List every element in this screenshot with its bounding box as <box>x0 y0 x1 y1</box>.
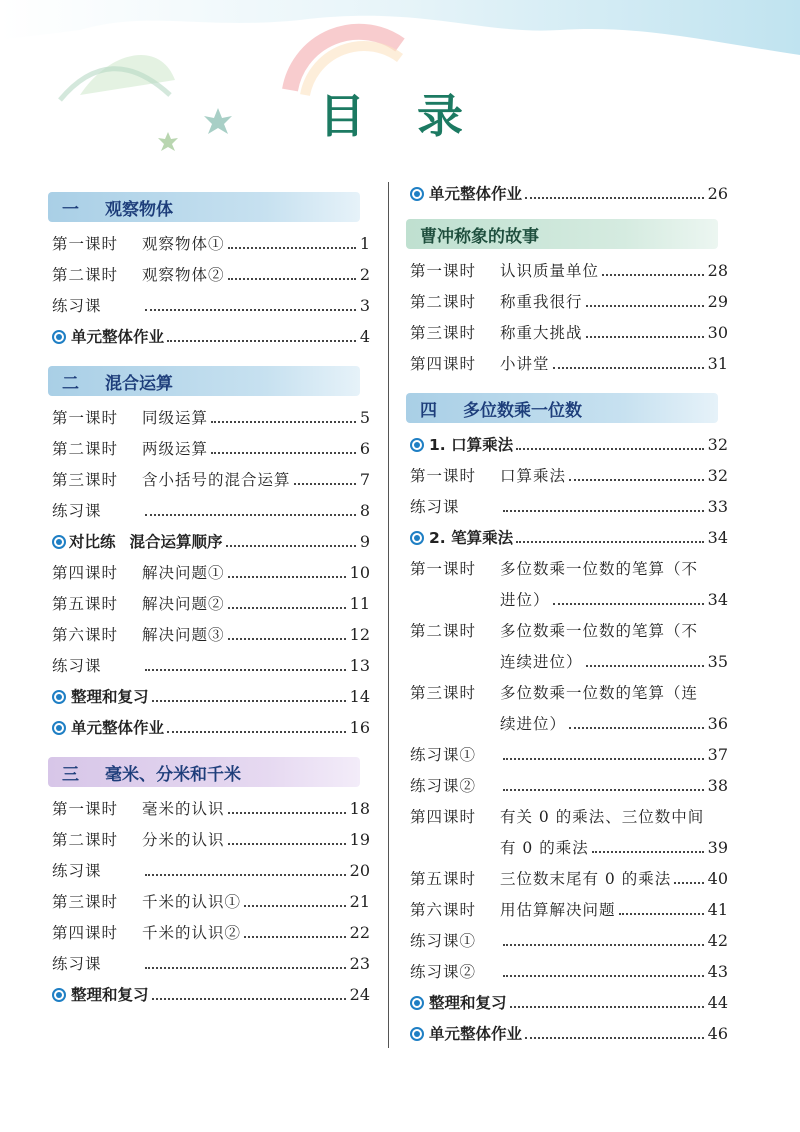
toc-entry[interactable] <box>410 495 728 526</box>
leader-dots <box>145 967 346 969</box>
entry-page: 31 <box>707 354 728 373</box>
leader-dots <box>553 603 704 605</box>
entry-title: 小讲堂 <box>500 355 550 373</box>
leader-dots <box>145 669 346 671</box>
entry-title: 整理和复习 <box>71 986 149 1004</box>
entry-title: 单元整体作业 <box>71 328 165 346</box>
entry-page: 23 <box>349 954 370 973</box>
entry-label: 第一课时 <box>52 409 119 427</box>
entry-page: 24 <box>349 985 370 1004</box>
unit-title: 多位数乘一位数 <box>463 400 582 421</box>
entry-label: 第一课时 <box>52 235 119 253</box>
entry-label: 第一课时 <box>52 800 119 818</box>
entry-page: 4 <box>359 327 370 346</box>
leader-dots <box>211 421 356 423</box>
entry-title: 整理和复习 <box>71 688 149 706</box>
toc-entry[interactable] <box>52 406 370 437</box>
entry-label: 第三课时 <box>410 324 477 342</box>
toc-entry-multiline[interactable] <box>410 681 728 743</box>
toc-entry[interactable] <box>52 859 370 890</box>
leader-dots <box>516 448 704 450</box>
entry-label: 第四课时 <box>410 355 477 373</box>
entry-page: 29 <box>707 292 728 311</box>
entry-title: 两级运算 <box>142 440 209 458</box>
unit-header-3[interactable] <box>48 757 360 787</box>
entry-title-cont: 连续进位） <box>500 653 583 671</box>
leader-dots <box>294 483 356 485</box>
entry-label: 第二课时 <box>410 622 477 640</box>
entry-label: 练习课① <box>410 746 477 764</box>
entry-title: 口算乘法 <box>500 467 567 485</box>
entry-label: 练习课 <box>52 502 102 520</box>
entry-label: 第二课时 <box>410 293 477 311</box>
toc-entry[interactable] <box>410 259 728 290</box>
bullet-icon <box>52 986 69 1004</box>
entry-label: 第六课时 <box>52 626 119 644</box>
entry-page: 44 <box>707 993 728 1012</box>
entry-title: 有关 0 的乘法、三位数中间 <box>500 808 705 826</box>
bullet-icon <box>410 185 427 203</box>
entry-page: 3 <box>359 296 370 315</box>
leader-dots <box>228 812 346 814</box>
entry-label: 第四课时 <box>410 808 477 826</box>
leader-dots <box>228 576 346 578</box>
toc-entry[interactable] <box>410 743 728 774</box>
entry-page: 42 <box>707 931 728 950</box>
toc-entry[interactable] <box>52 437 370 468</box>
bullet-icon <box>410 1025 427 1043</box>
toc-entry[interactable] <box>52 561 370 592</box>
entry-page: 9 <box>359 532 370 551</box>
leader-dots <box>525 197 704 199</box>
entry-title: 混合运算顺序 <box>129 533 223 551</box>
entry-title-cont: 续进位） <box>500 715 567 733</box>
entry-title: 千米的认识② <box>142 924 242 942</box>
entry-page: 40 <box>707 869 728 888</box>
toc-entry[interactable] <box>52 797 370 828</box>
leader-dots <box>167 340 356 342</box>
leader-dots <box>152 700 346 702</box>
entry-label: 练习课 <box>52 297 102 315</box>
entry-page: 43 <box>707 962 728 981</box>
entry-page: 18 <box>349 799 370 818</box>
toc-entry-multiline[interactable] <box>410 557 728 619</box>
entry-label: 第一课时 <box>410 560 477 578</box>
leader-dots <box>145 309 356 311</box>
unit-title: 曹冲称象的故事 <box>420 226 539 247</box>
entry-title: 含小括号的混合运算 <box>142 471 291 489</box>
entry-title: 用估算解决问题 <box>500 901 616 919</box>
entry-label: 第三课时 <box>52 893 119 911</box>
entry-page: 32 <box>707 466 728 485</box>
leader-dots <box>553 367 704 369</box>
unit-number: 三 <box>62 764 79 785</box>
leader-dots <box>619 913 704 915</box>
entry-title: 整理和复习 <box>429 994 507 1012</box>
entry-page: 12 <box>349 625 370 644</box>
leader-dots <box>586 665 704 667</box>
toc-entry[interactable] <box>410 898 728 929</box>
leader-dots <box>525 1037 704 1039</box>
entry-title: 称重大挑战 <box>500 324 583 342</box>
entry-page: 6 <box>359 439 370 458</box>
entry-page: 1 <box>359 234 370 253</box>
leader-dots <box>152 998 346 1000</box>
toc-entry[interactable] <box>410 774 728 805</box>
toc-entry-compare[interactable] <box>52 530 370 561</box>
bullet-icon <box>52 535 66 549</box>
toc-entry[interactable] <box>52 921 370 952</box>
entry-label: 对比练 <box>52 530 116 552</box>
page-title: 目 录 <box>318 89 481 143</box>
bullet-icon <box>410 994 427 1012</box>
entry-title: 认识质量单位 <box>500 262 600 280</box>
entry-page: 2 <box>359 265 370 284</box>
leader-dots <box>503 758 704 760</box>
unit-title: 毫米、分米和千米 <box>105 764 241 785</box>
leader-dots <box>602 274 704 276</box>
leader-dots <box>228 607 346 609</box>
entry-title: 单元整体作业 <box>71 719 165 737</box>
leader-dots <box>228 843 346 845</box>
leader-dots <box>244 905 346 907</box>
entry-page: 34 <box>707 590 728 609</box>
leader-dots <box>145 514 356 516</box>
entry-title-cont: 进位） <box>500 591 550 609</box>
leader-dots <box>145 874 346 876</box>
toc-entry[interactable] <box>410 929 728 960</box>
entry-label: 第五课时 <box>410 870 477 888</box>
unit-header-1[interactable] <box>48 192 360 222</box>
unit-number: 一 <box>62 199 79 220</box>
unit-title: 混合运算 <box>105 373 173 394</box>
bullet-icon <box>52 688 69 706</box>
entry-page: 21 <box>349 892 370 911</box>
toc-entry[interactable] <box>52 232 370 263</box>
toc-entry-summary[interactable] <box>410 182 728 213</box>
leader-dots <box>228 278 356 280</box>
entry-title: 同级运算 <box>142 409 209 427</box>
entry-label: 第五课时 <box>52 595 119 613</box>
toc-entry-multiline[interactable] <box>410 619 728 681</box>
entry-page: 30 <box>707 323 728 342</box>
leader-dots <box>586 305 704 307</box>
entry-page: 35 <box>707 652 728 671</box>
toc-entry[interactable] <box>52 952 370 983</box>
entry-page: 7 <box>359 470 370 489</box>
entry-page: 20 <box>349 861 370 880</box>
toc-entry-section[interactable] <box>410 526 728 557</box>
leader-dots <box>510 1006 704 1008</box>
toc-entry[interactable] <box>52 890 370 921</box>
toc-entry-summary[interactable] <box>410 1022 728 1053</box>
leader-dots <box>226 545 356 547</box>
entry-page: 11 <box>349 594 370 613</box>
leader-dots <box>569 727 704 729</box>
entry-label: 第二课时 <box>52 831 119 849</box>
column-divider <box>388 182 389 1048</box>
unit-header-2[interactable] <box>48 366 360 396</box>
toc-entry[interactable] <box>52 654 370 685</box>
entry-label: 练习课① <box>410 932 477 950</box>
unit-header-story[interactable] <box>406 219 718 249</box>
entry-label: 练习课 <box>52 862 102 880</box>
entry-title: 毫米的认识 <box>142 800 225 818</box>
toc-entry[interactable] <box>52 828 370 859</box>
entry-label: 第一课时 <box>410 262 477 280</box>
unit-number: 四 <box>420 400 437 421</box>
entry-page: 19 <box>349 830 370 849</box>
leader-dots <box>503 944 704 946</box>
leader-dots <box>228 247 356 249</box>
toc-entry-review[interactable] <box>52 685 370 716</box>
entry-page: 39 <box>707 838 728 857</box>
entry-page: 33 <box>707 497 728 516</box>
entry-page: 22 <box>349 923 370 942</box>
entry-label: 练习课 <box>52 657 102 675</box>
toc-entry-summary[interactable] <box>52 716 370 747</box>
entry-label: 第四课时 <box>52 924 119 942</box>
entry-label: 第一课时 <box>410 467 477 485</box>
leader-dots <box>244 936 346 938</box>
entry-title: 多位数乘一位数的笔算（不 <box>500 560 699 578</box>
entry-title: 三位数末尾有 0 的乘法 <box>500 870 672 888</box>
entry-page: 46 <box>707 1024 728 1043</box>
toc-entry[interactable] <box>52 592 370 623</box>
entry-page: 28 <box>707 261 728 280</box>
entry-label: 练习课② <box>410 777 477 795</box>
entry-page: 37 <box>707 745 728 764</box>
entry-page: 10 <box>349 563 370 582</box>
entry-title: 千米的认识① <box>142 893 242 911</box>
toc-right-column <box>410 182 728 1053</box>
entry-title: 观察物体② <box>142 266 225 284</box>
entry-title: 称重我很行 <box>500 293 583 311</box>
entry-title: 单元整体作业 <box>429 1025 523 1043</box>
toc-entry[interactable] <box>52 468 370 499</box>
toc-entry-review[interactable] <box>410 991 728 1022</box>
leader-dots <box>516 541 704 543</box>
entry-page: 5 <box>359 408 370 427</box>
entry-title-cont: 有 0 的乘法 <box>500 839 589 857</box>
toc-entry-review[interactable] <box>52 983 370 1014</box>
toc-entry[interactable] <box>52 499 370 530</box>
entry-title: 2. 笔算乘法 <box>429 529 514 547</box>
entry-page: 26 <box>707 184 728 203</box>
toc-entry[interactable] <box>410 321 728 352</box>
entry-label: 第六课时 <box>410 901 477 919</box>
toc-entry[interactable] <box>410 867 728 898</box>
entry-page: 32 <box>707 435 728 454</box>
entry-label: 第二课时 <box>52 266 119 284</box>
leader-dots <box>503 789 704 791</box>
entry-label: 第三课时 <box>410 684 477 702</box>
toc-entry-summary[interactable] <box>52 325 370 356</box>
entry-page: 14 <box>349 687 370 706</box>
entry-page: 36 <box>707 714 728 733</box>
toc-entry[interactable] <box>52 263 370 294</box>
entry-title: 解决问题① <box>142 564 225 582</box>
entry-title: 多位数乘一位数的笔算（连 <box>500 684 699 702</box>
unit-title: 观察物体 <box>105 199 173 220</box>
bullet-icon <box>410 436 427 454</box>
leader-dots <box>592 851 704 853</box>
leader-dots <box>167 731 346 733</box>
leader-dots <box>228 638 346 640</box>
entry-page: 8 <box>359 501 370 520</box>
entry-title: 分米的认识 <box>142 831 225 849</box>
entry-page: 41 <box>707 900 728 919</box>
leader-dots <box>503 975 704 977</box>
toc-entry[interactable] <box>410 352 728 383</box>
leader-dots <box>586 336 704 338</box>
entry-label: 第二课时 <box>52 440 119 458</box>
leader-dots <box>211 452 356 454</box>
bullet-icon <box>410 529 427 547</box>
entry-title: 解决问题② <box>142 595 225 613</box>
leader-dots <box>674 882 703 884</box>
toc-entry[interactable] <box>410 464 728 495</box>
entry-label: 练习课② <box>410 963 477 981</box>
unit-header-4[interactable] <box>406 393 718 423</box>
bullet-icon <box>52 719 69 737</box>
entry-label: 第四课时 <box>52 564 119 582</box>
entry-title: 解决问题③ <box>142 626 225 644</box>
toc-entry[interactable] <box>52 294 370 325</box>
leader-dots <box>503 510 704 512</box>
entry-page: 13 <box>349 656 370 675</box>
leader-dots <box>569 479 704 481</box>
bullet-icon <box>52 328 69 346</box>
toc-entry-section[interactable] <box>410 433 728 464</box>
entry-label: 练习课 <box>410 498 460 516</box>
entry-title: 1. 口算乘法 <box>429 436 514 454</box>
entry-title: 多位数乘一位数的笔算（不 <box>500 622 699 640</box>
entry-page: 16 <box>349 718 370 737</box>
toc-left-column <box>52 186 370 1014</box>
toc-entry[interactable] <box>52 623 370 654</box>
toc-entry[interactable] <box>410 290 728 321</box>
entry-title: 单元整体作业 <box>429 185 523 203</box>
entry-page: 38 <box>707 776 728 795</box>
entry-page: 34 <box>707 528 728 547</box>
unit-number: 二 <box>62 373 79 394</box>
entry-label: 练习课 <box>52 955 102 973</box>
toc-entry-multiline[interactable] <box>410 805 728 867</box>
toc-entry[interactable] <box>410 960 728 991</box>
entry-label: 第三课时 <box>52 471 119 489</box>
entry-title: 观察物体① <box>142 235 225 253</box>
